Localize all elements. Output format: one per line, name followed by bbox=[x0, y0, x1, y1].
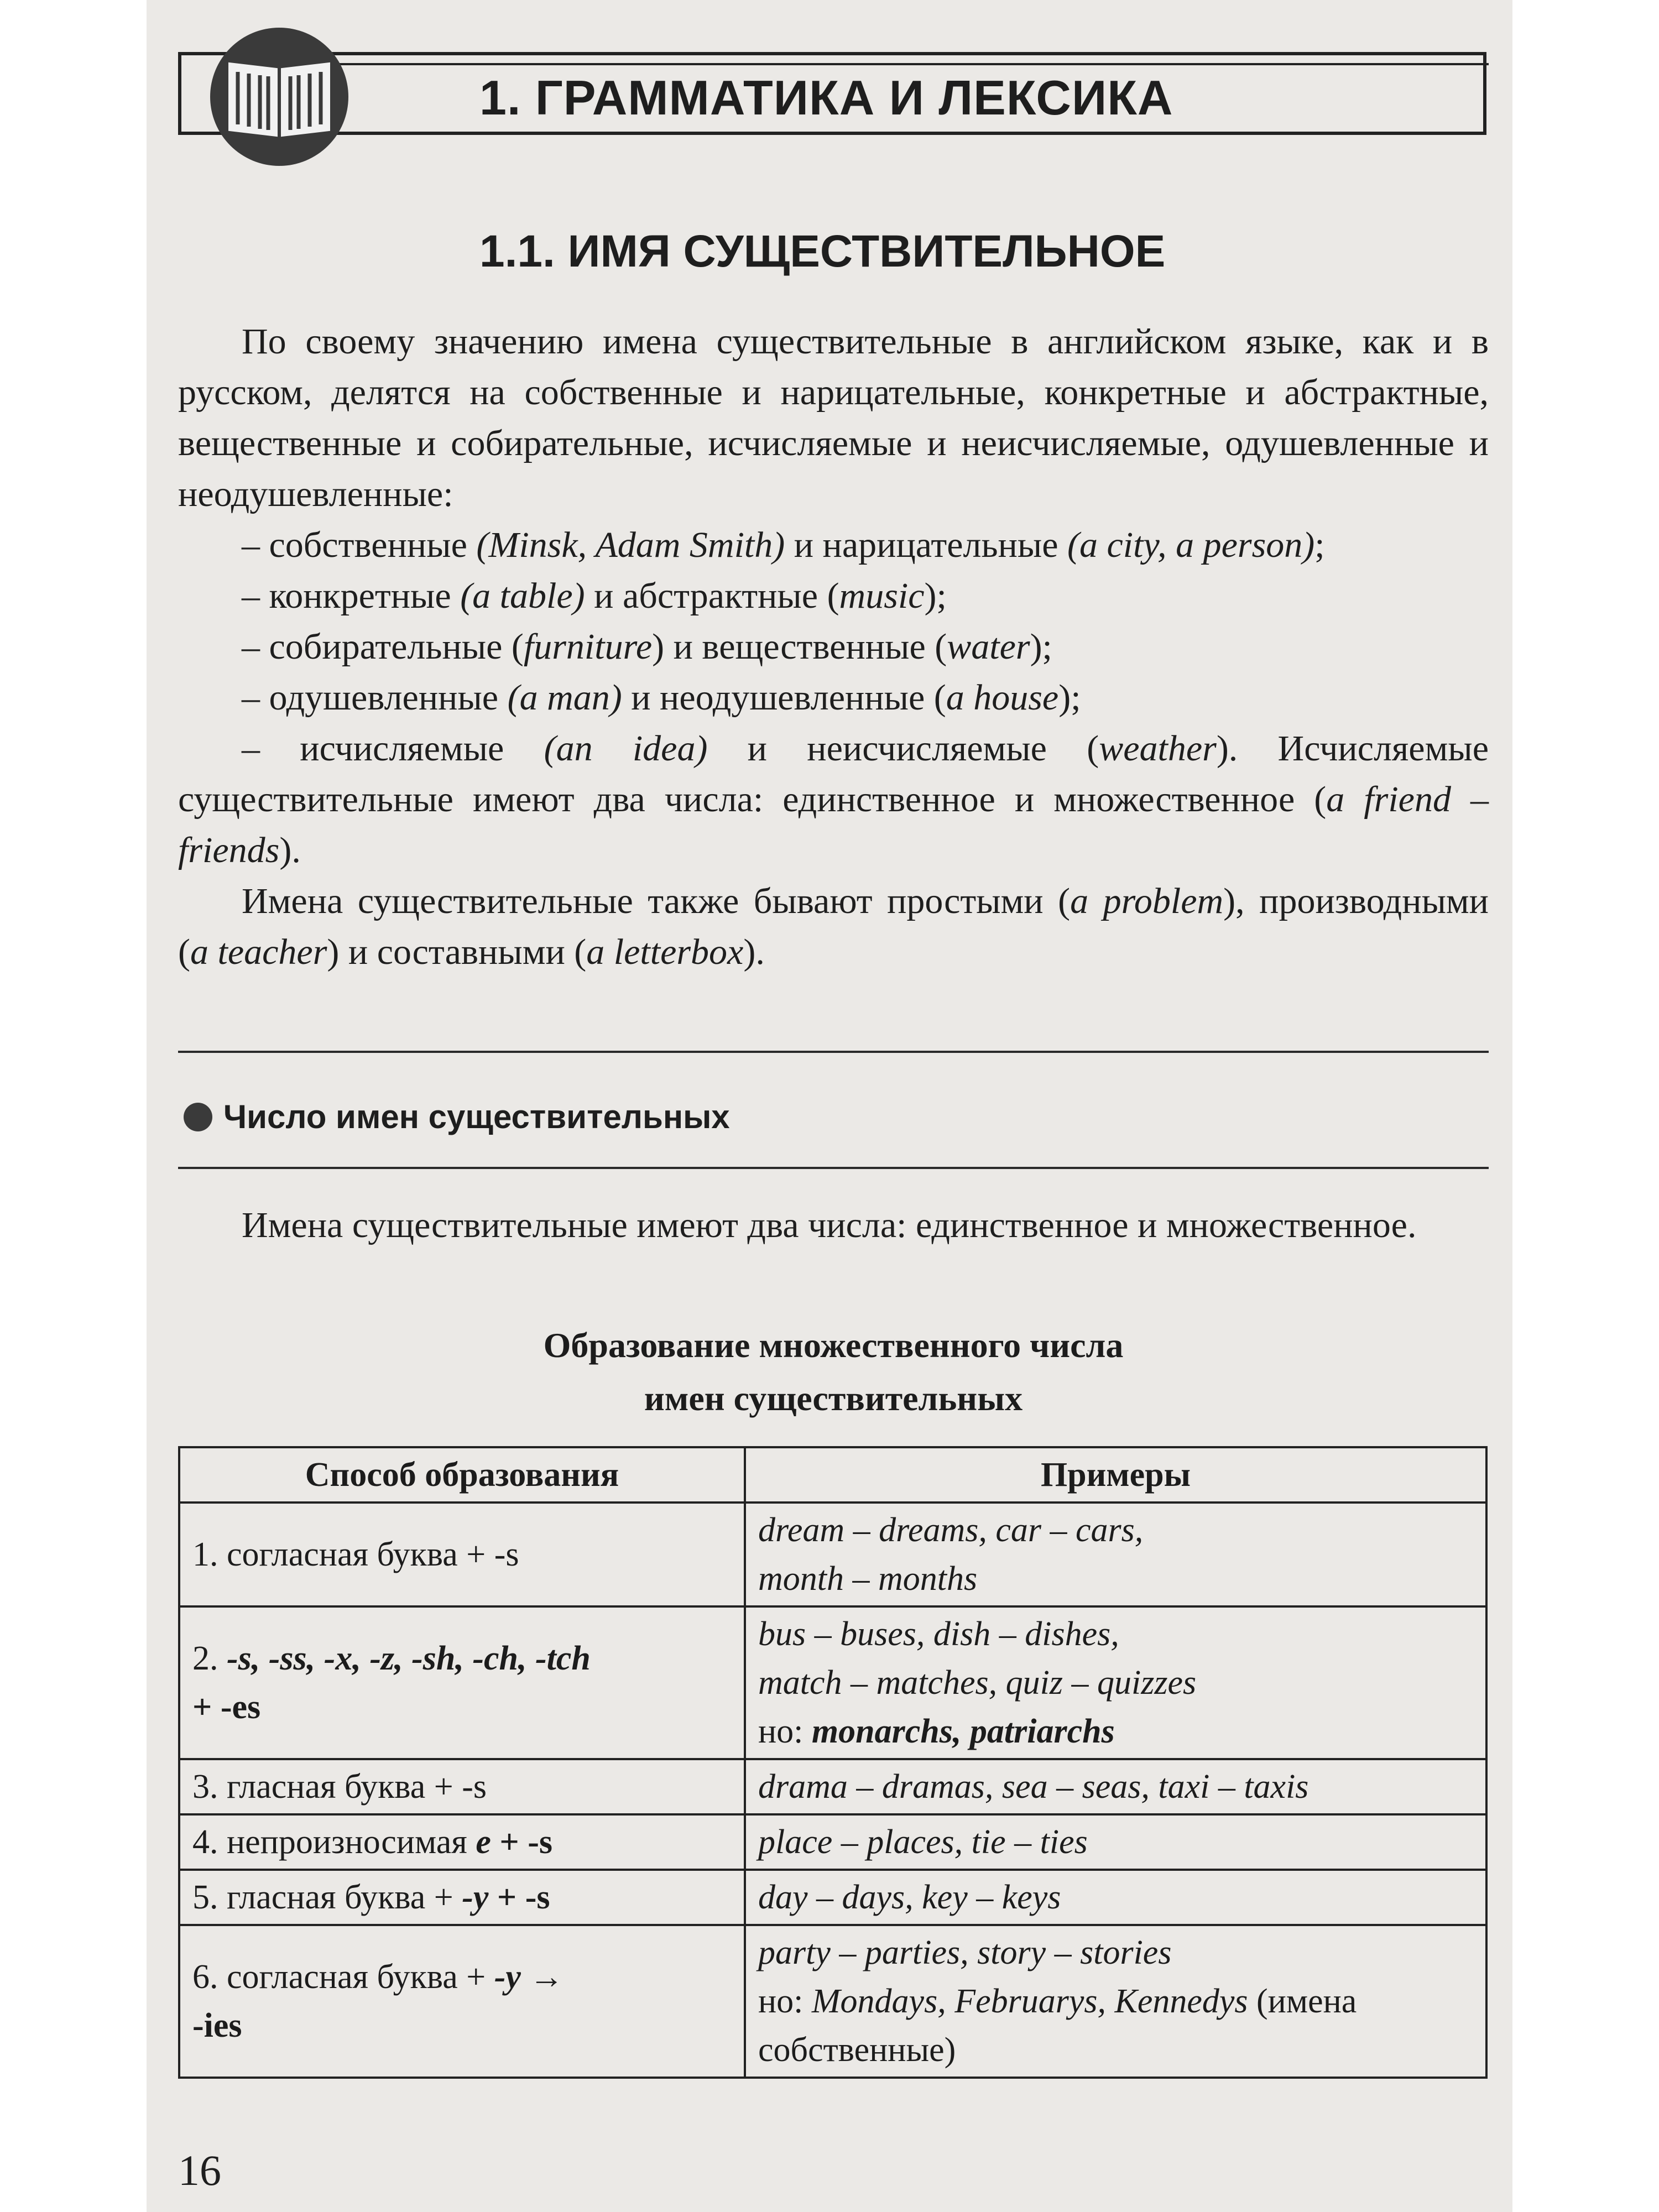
topic-text bbox=[178, 1200, 1489, 1251]
book-icon bbox=[210, 28, 348, 166]
method-cell: 2. -s, -ss, -x, -z, -sh, -ch, -tch + -es bbox=[179, 1606, 745, 1759]
column-header: Способ образования bbox=[179, 1447, 745, 1503]
section-title: 1. ГРАММАТИКА И ЛЕКСИКА bbox=[479, 70, 1173, 125]
divider bbox=[178, 1051, 1489, 1053]
topic-paragraph: Имена существительные имеют два числа: единственное и множественное. bbox=[242, 1205, 1417, 1245]
examples-cell: bus – buses, dish – dishes, match – matches, quiz – quizzes но: monarchs, patriarchs bbox=[745, 1606, 1486, 1759]
topic-title: Число имен существительных bbox=[223, 1098, 730, 1135]
list-item: – собирательные (furniture) и вещественные (water); bbox=[242, 627, 1052, 667]
list-item: – одушевленные (a man) и неодушевленные (a house); bbox=[242, 677, 1081, 718]
intro-paragraph: По своему значению имена существительные в английском языке, как и в русском, делятся на собственные и нарицательные, конкретные и абстрактные, вещественные и собирательные, исчисляемые и неисчисляемые, одушевленные и неодушевленные: bbox=[178, 321, 1489, 514]
table-row bbox=[179, 1759, 1486, 1814]
examples-cell: dream – dreams, car – cars, month – months bbox=[745, 1503, 1486, 1606]
table-caption bbox=[178, 1319, 1489, 1425]
topic-heading bbox=[184, 1098, 730, 1136]
table-row bbox=[179, 1606, 1486, 1759]
method-cell: 3. гласная буква + -s bbox=[179, 1759, 745, 1814]
section-header bbox=[178, 50, 1489, 144]
list-item: – собственные (Minsk, Adam Smith) и нарицательные (a city, a person); bbox=[242, 525, 1325, 565]
table-row bbox=[179, 1925, 1486, 2078]
table-header-row bbox=[179, 1447, 1486, 1503]
column-header: Примеры bbox=[745, 1447, 1486, 1503]
examples-cell: place – places, tie – ties bbox=[745, 1814, 1486, 1870]
list-item: – конкретные (a table) и абстрактные (music); bbox=[242, 576, 947, 616]
intro-paragraph-2: Имена существительные также бывают простыми (a problem), производными (a teacher) и составными (a letterbox). bbox=[178, 881, 1489, 972]
table-row bbox=[179, 1870, 1486, 1925]
examples-cell: party – parties, story – stories но: Mondays, Februarys, Kennedys (имена собственные) bbox=[745, 1925, 1486, 2078]
method-cell: 1. согласная буква + -s bbox=[179, 1503, 745, 1606]
table-row bbox=[179, 1814, 1486, 1870]
method-cell: 4. непроизносимая e + -s bbox=[179, 1814, 745, 1870]
plural-formation-table bbox=[178, 1446, 1488, 2079]
method-cell: 6. согласная буква + -y → -ies bbox=[179, 1925, 745, 2078]
list-item: – исчисляемые (an idea) и неисчисляемые (weather). Исчисляемые существительные имеют два числа: единственное и множественное (a friend – friends). bbox=[178, 728, 1489, 870]
subsection-title: 1.1. ИМЯ СУЩЕСТВИТЕЛЬНОЕ bbox=[479, 226, 1166, 276]
intro-text bbox=[178, 316, 1489, 978]
divider bbox=[178, 1167, 1489, 1169]
table-caption-line: Образование множественного числа bbox=[543, 1326, 1124, 1365]
header-rule bbox=[278, 63, 1489, 65]
examples-cell: day – days, key – keys bbox=[745, 1870, 1486, 1925]
table-caption-line: имен существительных bbox=[644, 1379, 1023, 1418]
page-number: 16 bbox=[178, 2146, 221, 2194]
table-row bbox=[179, 1503, 1486, 1606]
bullet-icon bbox=[184, 1103, 212, 1131]
book-page bbox=[147, 0, 1512, 2212]
examples-cell: drama – dramas, sea – seas, taxi – taxis bbox=[745, 1759, 1486, 1814]
method-cell: 5. гласная буква + -y + -s bbox=[179, 1870, 745, 1925]
